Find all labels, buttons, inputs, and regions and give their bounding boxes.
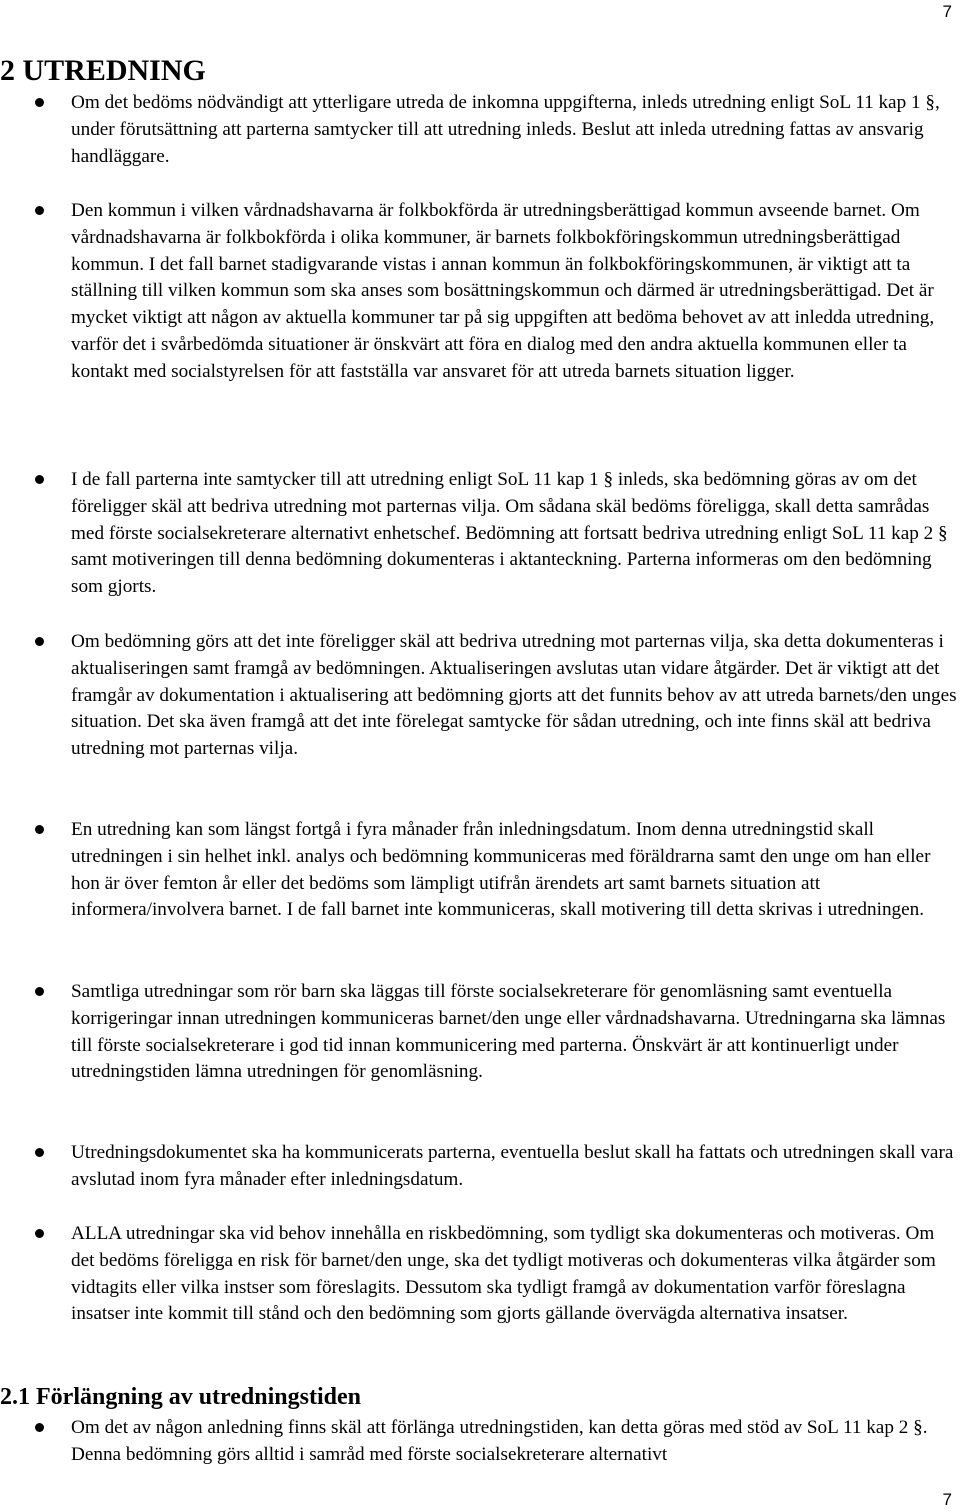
bullet-dot-icon <box>35 1423 44 1432</box>
section-bullet-list <box>0 629 960 763</box>
bullet-item-text: Om det bedöms nödvändigt att ytterligare utreda de inkomna uppgifterna, inleds utredning enligt SoL 11 kap 1 §, under förutsättning att parterna samtycker till att utredning inleds. Beslut att inleda utredning fattas av ansvarig handläggare. <box>71 92 940 167</box>
section-bullet-list <box>0 90 960 170</box>
section-bullet-list <box>0 467 960 601</box>
page-number-top: 7 <box>942 2 952 21</box>
page-number-bottom: 7 <box>942 1490 952 1509</box>
section-bullet-list <box>0 1221 960 1328</box>
bullet-item-text: Om bedömning görs att det inte föreligger skäl att bedriva utredning mot parternas vilja, ska detta dokumenteras i aktualiseringen samt framgå av bedömningen. Aktualiseringen avslutas utan vidare åtgärder. Det är viktigt att det framgår av dokumentation i aktualisering att bedömning gjorts att det funnits behov av att utreda barnets/den unges situation. Det ska även framgå att det inte förelegat samtycke för sådan utredning, och inte finns skäl att bedriva utredning mot parternas vilja. <box>71 631 957 760</box>
subsection-bullet-list <box>0 1415 960 1469</box>
bullet-item-3 <box>0 467 960 601</box>
bullet-item-5 <box>0 817 960 924</box>
bullet-dot-icon <box>35 1148 44 1157</box>
section-bullet-list <box>0 817 960 924</box>
bullet-item-text: I de fall parterna inte samtycker till att utredning enligt SoL 11 kap 1 § inleds, ska bedömning göras av om det föreligger skäl att bedriva utredning mot parternas vilja. Om sådana skäl bedöms föreligga, skall detta samrådas med förste socialsekreterare alternativt enhetschef. Bedömning att fortsatt bedriva utredning enligt SoL 11 kap 2 § samt motiveringen till denna bedömning dokumenteras i aktanteckning. Parterna informeras om den bedömning som gjorts. <box>71 469 948 598</box>
section-bullet-list <box>0 198 960 386</box>
bullet-dot-icon <box>35 1229 44 1238</box>
bullet-item-text: Utredningsdokumentet ska ha kommunicerats parterna, eventuella beslut skall ha fattats och utredningen skall vara avslutad inom fyra månader efter inledningsdatum. <box>71 1142 954 1190</box>
bullet-item-8 <box>0 1221 960 1328</box>
bullet-item-text: En utredning kan som längst fortgå i fyra månader från inledningsdatum. Inom denna utredningstid skall utredningen i sin helhet inkl. analys och bedömning kommuniceras med föräldrarna samt den unge om han eller hon är över femton år eller det bedöms som lämpligt utifrån ärendets art samt barnets situation att informera/involvera barnet. I de fall barnet inte kommuniceras, skall motivering till detta skrivas i utredningen. <box>71 819 931 921</box>
bullet-dot-icon <box>35 825 44 834</box>
bullet-dot-icon <box>35 475 44 484</box>
bullet-item-1 <box>0 90 960 170</box>
bullet-item-text: Samtliga utredningar som rör barn ska läggas till förste socialsekreterare för genomläsning samt eventuella korrigeringar innan utredningen kommuniceras barnet/den unge eller vårdnadshavarna. Utredningarna ska lämnas till förste socialsekreterare i god tid innan kommunicering med parterna. Önskvärt är att kontinuerligt under utredningstiden lämna utredningen för genomläsning. <box>71 981 946 1083</box>
bullet-dot-icon <box>35 987 44 996</box>
bullet-item-text: ALLA utredningar ska vid behov innehålla en riskbedömning, som tydligt ska dokumenteras och motiveras. Om det bedöms föreligga en risk för barnet/den unge, ska det tydligt motiveras och dokumenteras vilka åtgärder som vidtagits eller vilka instser som föreslagits. Dessutom ska tydligt framgå av dokumentation varför föreslagna insatser inte kommit till stånd och den bedömning som gjorts gällande övervägda alternativa insatser. <box>71 1223 936 1325</box>
bullet-dot-icon <box>35 98 44 107</box>
subsection-heading: 2.1 Förlängning av utredningstiden <box>0 1384 361 1410</box>
section-heading: 2 UTREDNING <box>0 54 206 87</box>
bullet-item-2 <box>0 198 960 386</box>
section-bullet-list <box>0 979 960 1086</box>
bullet-item-text: Den kommun i vilken vårdnadshavarna är folkbokförda är utredningsberättigad kommun avseende barnet. Om vårdnadshavarna är folkbokförda i olika kommuner, är barnets folkbokföringskommun utredningsberättigad kommun. I det fall barnet stadigvarande vistas i annan kommun än folkbokföringskommunen, är viktigt att ta ställning till vilken kommun som ska anses som bosättningskommun och därmed är utredningsberättigad. Det är mycket viktigt att någon av aktuella kommuner tar på sig uppgiften att bedöma behovet av att inledda utredning, varför det i svårbedömda situationer är önskvärt att föra en dialog med den andra aktuella kommunen eller ta kontakt med socialstyrelsen för att fastställa var ansvaret för att utreda barnets situation ligger. <box>71 200 935 382</box>
bullet-item-7 <box>0 1140 960 1194</box>
bullet-dot-icon <box>35 206 44 215</box>
subsection-bullet-item-1 <box>0 1415 960 1469</box>
bullet-item-4 <box>0 629 960 763</box>
bullet-item-6 <box>0 979 960 1086</box>
bullet-item-text: Om det av någon anledning finns skäl att förlänga utredningstiden, kan detta göras med stöd av SoL 11 kap 2 §. Denna bedömning görs alltid i samråd med förste socialsekreterare alternativt <box>71 1417 928 1465</box>
section-bullet-list <box>0 1140 960 1194</box>
bullet-dot-icon <box>35 637 44 646</box>
